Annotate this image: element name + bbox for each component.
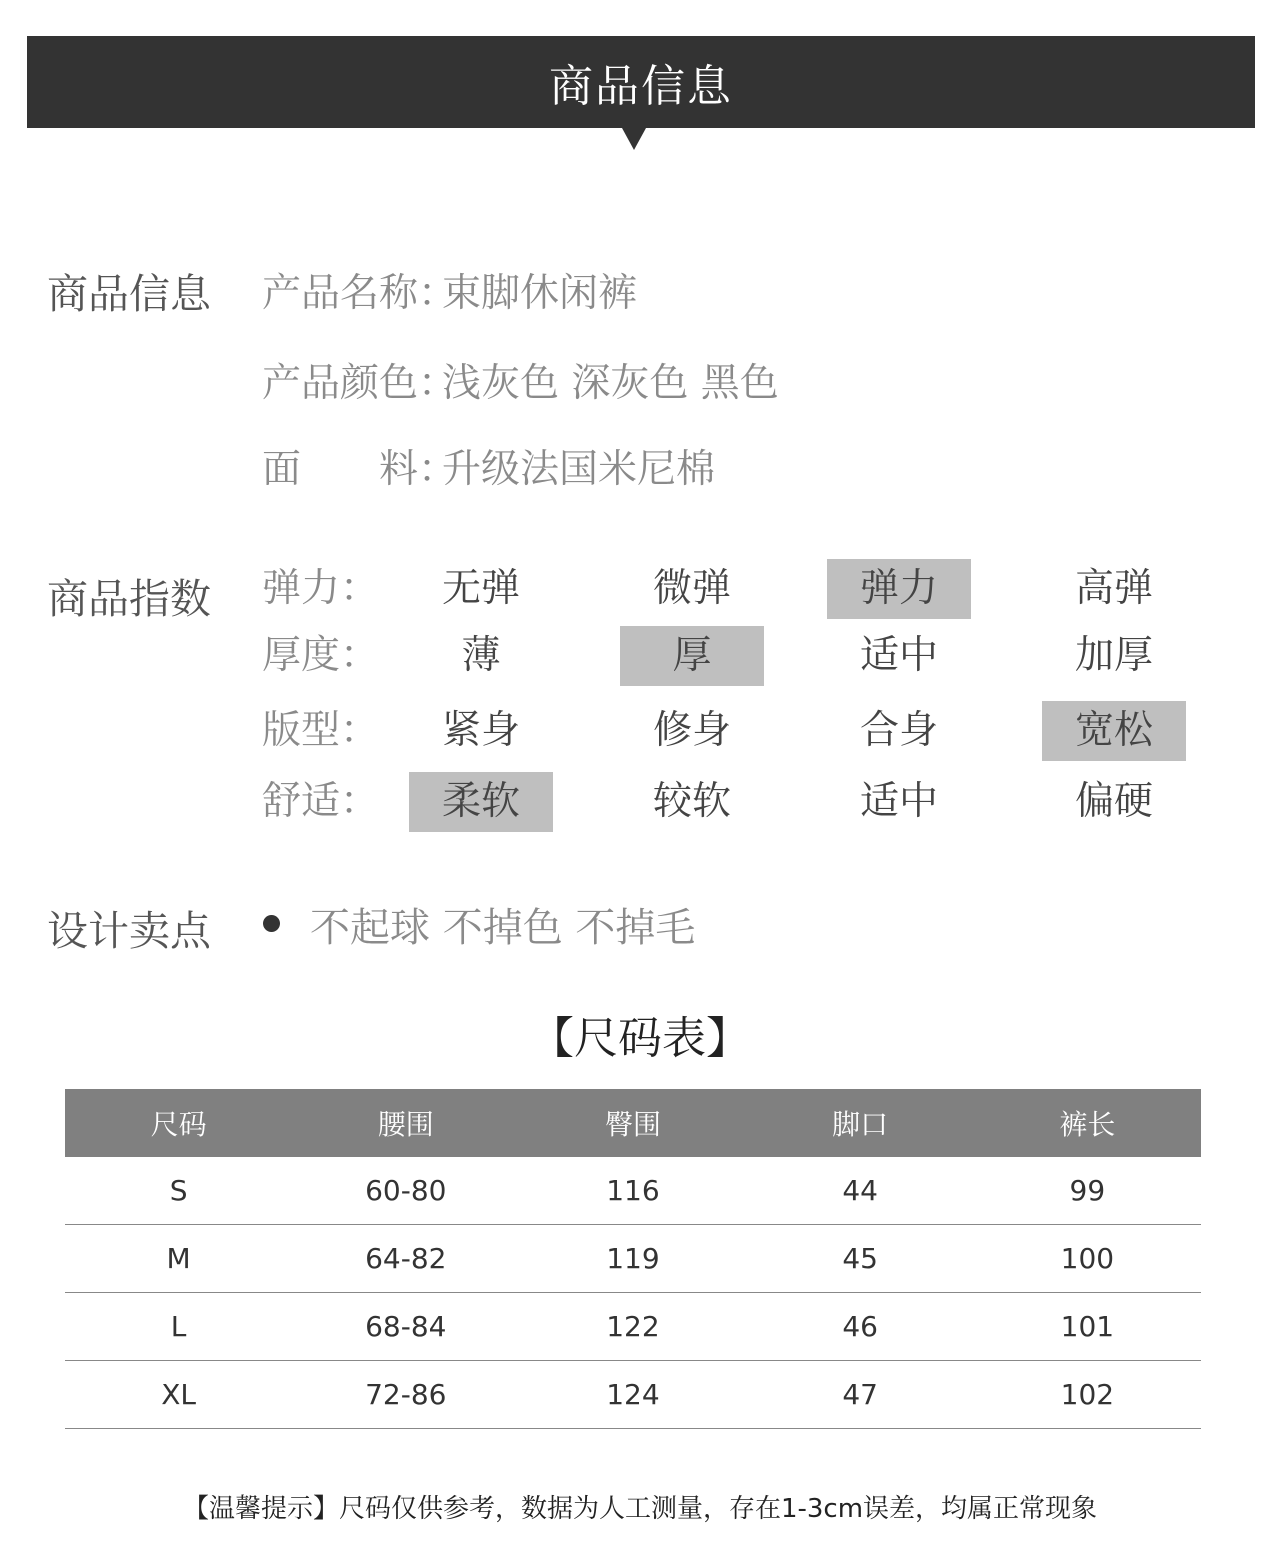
table-cell: 99 [974,1157,1201,1225]
table-row [65,1361,1201,1429]
info-value: 束脚休闲裤 [442,271,638,316]
index-option: 无弹 [441,566,520,611]
index-row [0,626,1280,686]
index-row [0,701,1280,761]
table-cell: 72-86 [292,1361,519,1429]
index-option: 修身 [652,708,731,753]
size-table-header-cell: 裤长 [974,1089,1201,1157]
index-option: 适中 [859,779,938,824]
size-table-header-cell: 臀围 [519,1089,746,1157]
index-option: 加厚 [1074,633,1153,678]
info-value: 浅灰色 深灰色 黑色 [442,361,779,406]
info-value: 升级法国米尼棉 [442,447,716,492]
size-table-header-cell: 腰围 [292,1089,519,1157]
bullet-icon [263,915,280,932]
table-cell: 44 [747,1157,974,1225]
index-key: 弹力： [262,566,380,611]
info-key: 产品颜色： [262,361,458,406]
table-cell: 100 [974,1225,1201,1293]
index-option-selected: 厚 [620,626,764,686]
table-cell: 116 [519,1157,746,1225]
index-row [0,772,1280,832]
index-option: 高弹 [1074,566,1153,611]
table-cell: 124 [519,1361,746,1429]
table-cell: 46 [747,1293,974,1361]
index-section-label: 商品指数 [47,575,211,623]
table-cell: 122 [519,1293,746,1361]
index-option-selected: 柔软 [409,772,553,832]
table-cell: 47 [747,1361,974,1429]
index-option: 适中 [859,633,938,678]
info-key: 面 料： [262,447,458,492]
design-features: 不起球 不掉色 不掉毛 [310,905,696,951]
info-row-material [262,438,715,494]
index-option: 合身 [859,708,938,753]
table-cell: 101 [974,1293,1201,1361]
index-option: 偏硬 [1074,779,1153,824]
index-option: 紧身 [441,708,520,753]
size-table-header-cell: 尺码 [65,1089,292,1157]
index-option-selected: 宽松 [1042,701,1186,761]
banner-pointer-icon [622,128,646,150]
index-key: 版型： [262,708,380,753]
index-option: 较软 [652,779,731,824]
header-banner [27,36,1255,128]
table-cell: 68-84 [292,1293,519,1361]
table-cell: S [65,1157,292,1225]
index-key: 舒适： [262,779,380,824]
info-key: 产品名称： [262,271,458,316]
size-table-header-cell: 脚口 [747,1089,974,1157]
index-option: 微弹 [652,566,731,611]
info-row-color [262,352,779,408]
index-row [0,559,1280,619]
info-row-name [262,262,637,318]
table-row [65,1157,1201,1225]
table-cell: M [65,1225,292,1293]
size-table [65,1089,1201,1429]
size-chart-title: 【尺码表】 [530,1013,750,1064]
size-tip: 【温馨提示】尺码仅供参考，数据为人工测量，存在1-3cm误差，均属正常现象 [182,1494,1098,1524]
design-section-label: 设计卖点 [47,907,211,955]
size-table-header [65,1089,1201,1157]
table-cell: 102 [974,1361,1201,1429]
table-cell: XL [65,1361,292,1429]
info-section-label: 商品信息 [47,270,211,318]
table-cell: 60-80 [292,1157,519,1225]
banner-title: 商品信息 [549,61,733,112]
index-option-selected: 弹力 [827,559,971,619]
index-option: 薄 [461,633,501,678]
table-cell: 119 [519,1225,746,1293]
table-cell: L [65,1293,292,1361]
table-cell: 64-82 [292,1225,519,1293]
table-cell: 45 [747,1225,974,1293]
table-row [65,1293,1201,1361]
table-row [65,1225,1201,1293]
index-key: 厚度： [262,633,380,678]
